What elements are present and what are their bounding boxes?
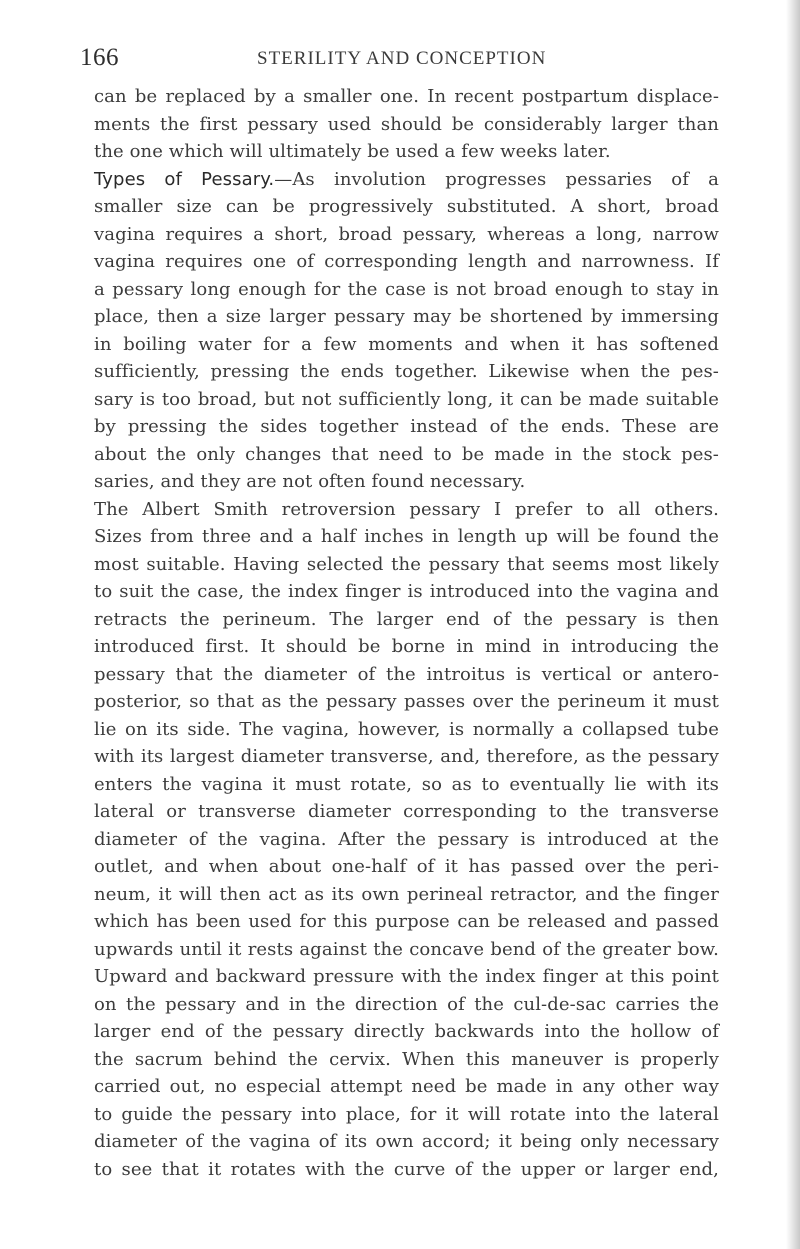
text-line: most suitable. Having selected the pessary that seems most likely — [94, 553, 719, 575]
text-line: by pressing the sides together instead of the ends. These are — [94, 416, 719, 437]
text-line: carried out, no especial attempt need be made in any other way — [94, 1076, 719, 1097]
text-line: The Albert Smith retroversion pessary I prefer to all others. — [94, 498, 719, 520]
text-line: sary is too broad, but not sufficiently long, it can be made suitable — [94, 388, 719, 410]
text-line: about the only changes that need to be made in the stock pes- — [94, 443, 719, 465]
text-line: a pessary long enough for the case is not broad enough to stay in — [94, 278, 719, 300]
text-line: introduced first. It should be borne in mind in introducing the — [94, 636, 719, 657]
text-line: Sizes from three and a half inches in length up will be found the — [94, 526, 719, 547]
running-title: STERILITY AND CONCEPTION — [257, 48, 547, 69]
body-text — [94, 83, 719, 1183]
text-line: which has been used for this purpose can be released and passed — [94, 911, 719, 932]
section-heading: Types of Pessary. — [94, 168, 275, 190]
text-line: with its largest diameter transverse, and, therefore, as the pessary — [94, 746, 719, 767]
text-line: enters the vagina it must rotate, so as to eventually lie with its — [94, 773, 719, 795]
page-edge-shadow — [786, 0, 800, 1249]
text-line: ments the first pessary used should be considerably larger than — [94, 113, 719, 135]
text-line: can be replaced by a smaller one. In recent postpartum displace- — [94, 86, 719, 107]
text-line: lie on its side. The vagina, however, is normally a collapsed tube — [94, 718, 719, 740]
text-line: vagina requires one of corresponding length and narrowness. If — [94, 251, 719, 272]
text-line: the sacrum behind the cervix. When this maneuver is properly — [94, 1048, 719, 1070]
text-line: diameter of the vagina. After the pessary is introduced at the — [94, 828, 719, 850]
page-number: 166 — [80, 44, 119, 71]
text-line: place, then a size larger pessary may be shortened by immersing — [94, 306, 719, 327]
text-line: outlet, and when about one-half of it has passed over the peri- — [94, 856, 719, 877]
text-line: to guide the pessary into place, for it will rotate into the lateral — [94, 1103, 719, 1125]
text-line: lateral or transverse diameter corresponding to the transverse — [94, 801, 719, 822]
text-line: saries, and they are not often found necessary. — [94, 471, 526, 492]
section-heading-line — [94, 166, 719, 194]
text-line: diameter of the vagina of its own accord; it being only necessary — [94, 1131, 719, 1152]
text-line: in boiling water for a few moments and when it has softened — [94, 333, 719, 355]
text-line: sufficiently, pressing the ends together. Likewise when the pes- — [94, 361, 719, 382]
text-line: smaller size can be progressively substituted. A short, broad — [94, 196, 719, 217]
page-header — [80, 44, 720, 84]
text-line: posterior, so that as the pessary passes over the perineum it must — [94, 691, 719, 712]
section-heading-continuation: —As involution progresses pessaries of a — [274, 168, 719, 190]
text-line: vagina requires a short, broad pessary, whereas a long, narrow — [94, 223, 719, 245]
text-line: Upward and backward pressure with the index finger at this point — [94, 966, 719, 987]
text-line: neum, it will then act as its own perineal retractor, and the finger — [94, 883, 719, 905]
text-line: larger end of the pessary directly backwards into the hollow of — [94, 1021, 719, 1042]
text-line: on the pessary and in the direction of the cul-de-sac carries the — [94, 993, 719, 1015]
text-line: the one which will ultimately be used a few weeks later. — [94, 141, 611, 162]
text-line: retracts the perineum. The larger end of the pessary is then — [94, 608, 719, 630]
text-line: upwards until it rests against the concave bend of the greater bow. — [94, 938, 719, 960]
text-line: to see that it rotates with the curve of the upper or larger end, — [94, 1158, 719, 1180]
text-line: pessary that the diameter of the introitus is vertical or antero- — [94, 663, 719, 685]
text-line: to suit the case, the index finger is introduced into the vagina and — [94, 581, 719, 602]
